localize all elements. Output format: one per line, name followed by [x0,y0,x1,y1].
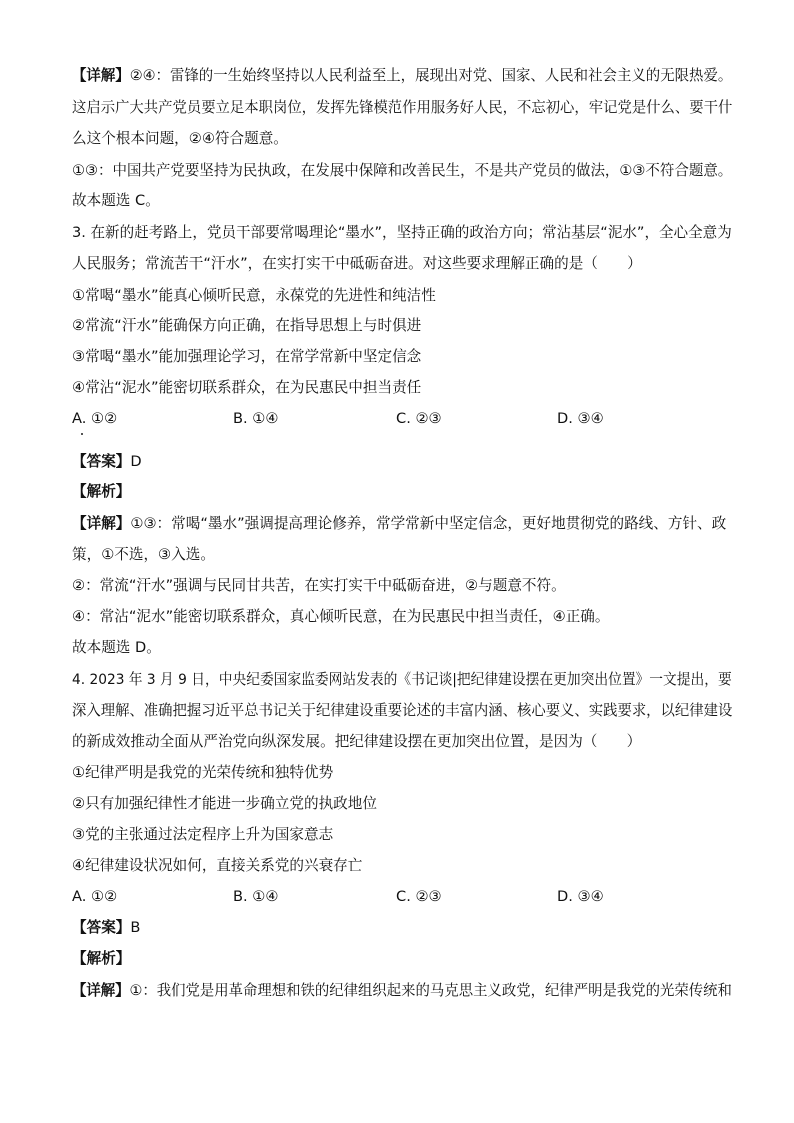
q2-detail-line-4: ①③：中国共产党要坚持为民执政，在发展中保障和改善民生，不是共产党员的做法，①③不符合题意。 [72,162,733,179]
q4-option-b: B. ①④ [233,888,279,905]
stray-mark [81,433,83,435]
q3-stem-line-1: 3. 在新的赶考路上，党员干部要常喝理论“墨水”，坚持正确的政治方向；常沾基层“泥水”，全心全意为 [72,224,732,241]
q4-item-2: ②只有加强纪律性才能进一步确立党的执政地位 [72,795,377,812]
q2-conclusion: 故本题选 C。 [72,192,160,209]
q3-answer-value: D [130,453,142,470]
detail-tag: 【详解】 [72,982,130,999]
q4-answer-value: B [130,919,141,936]
q3-item-1: ①常喝“墨水”能真心倾听民意，永葆党的先进性和纯洁性 [72,287,436,304]
detail-tag: 【详解】 [72,67,130,84]
q2-detail-text: ②④：雷锋的一生始终坚持以人民利益至上，展现出对党、国家、人民和社会主义的无限热爱。 [129,67,733,84]
q3-stem-line-2: 人民服务；常流苦干“汗水”，在实打实干中砥砺奋进。对这些要求理解正确的是（ ） [72,255,642,272]
q4-item-4: ④纪律建设状况如何，直接关系党的兴衰存亡 [72,857,363,874]
q4-stem-line-2: 深入理解、准确把握习近平总书记关于纪律建设重要论述的丰富内涵、核心要义、实践要求，以纪律建设 [72,702,733,719]
q3-option-d: D. ③④ [557,410,604,427]
q3-item-4: ④常沾“泥水”能密切联系群众，在为民惠民中担当责任 [72,379,422,396]
q4-stem-line-3: 的新成效推动全面从严治党向纵深发展。把纪律建设摆在更加突出位置，是因为（ ） [72,733,642,750]
q4-option-d: D. ③④ [557,888,604,905]
q3-item-3: ③常喝“墨水”能加强理论学习，在常学常新中坚定信念 [72,348,422,365]
analysis-tag: 【解析】 [72,950,131,967]
q3-detail-line-2: 策，①不选，③入选。 [72,546,215,563]
q3-detail-line-3: ②：常流“汗水”强调与民同甘共苦，在实打实干中砥砺奋进，②与题意不符。 [72,577,566,594]
answer-tag: 【答案】 [72,453,131,470]
q3-detail-text: ①③：常喝“墨水”强调提高理论修养，常学常新中坚定信念，更好地贯彻党的路线、方针、政 [130,515,727,532]
q4-detail-line-1 [72,981,732,1001]
q2-detail-line-2: 这启示广大共产党员要立足本职岗位，发挥先锋模范作用服务好人民，不忘初心，牢记党是什么、要干什 [72,99,733,116]
q4-option-a: A. ①② [72,888,118,905]
q3-option-b: B. ①④ [233,410,279,427]
q4-item-3: ③党的主张通过法定程序上升为国家意志 [72,826,334,843]
q3-detail-line-4: ④：常沾“泥水”能密切联系群众，真心倾听民意，在为民惠民中担当责任，④正确。 [72,608,610,625]
q2-detail-line-3: 么这个根本问题，②④符合题意。 [72,130,288,147]
q4-analysis-heading [72,949,130,969]
answer-tag: 【答案】 [72,919,131,936]
q4-detail-text: ①：我们党是用革命理想和铁的纪律组织起来的马克思主义政党，纪律严明是我党的光荣传统和 [129,982,732,999]
q3-analysis-heading [72,482,130,502]
q4-option-c: C. ②③ [396,888,442,905]
q3-option-c: C. ②③ [396,410,442,427]
detail-tag: 【详解】 [72,515,131,532]
analysis-tag: 【解析】 [72,483,131,500]
q4-answer [72,918,140,938]
q3-item-2: ②常流“汗水”能确保方向正确，在指导思想上与时俱进 [72,317,422,334]
q4-item-1: ①纪律严明是我党的光荣传统和独特优势 [72,764,334,781]
q3-conclusion: 故本题选 D。 [72,639,161,656]
q4-stem-line-1: 4. 2023 年 3 月 9 日，中央纪委国家监委网站发表的《书记谈|把纪律建设摆在更加突出位置》一文提出，要 [72,671,732,688]
q2-detail-line-1 [72,66,732,86]
q3-answer [72,452,142,472]
q3-detail-line-1 [72,514,726,534]
q3-option-a: A. ①② [72,410,118,427]
